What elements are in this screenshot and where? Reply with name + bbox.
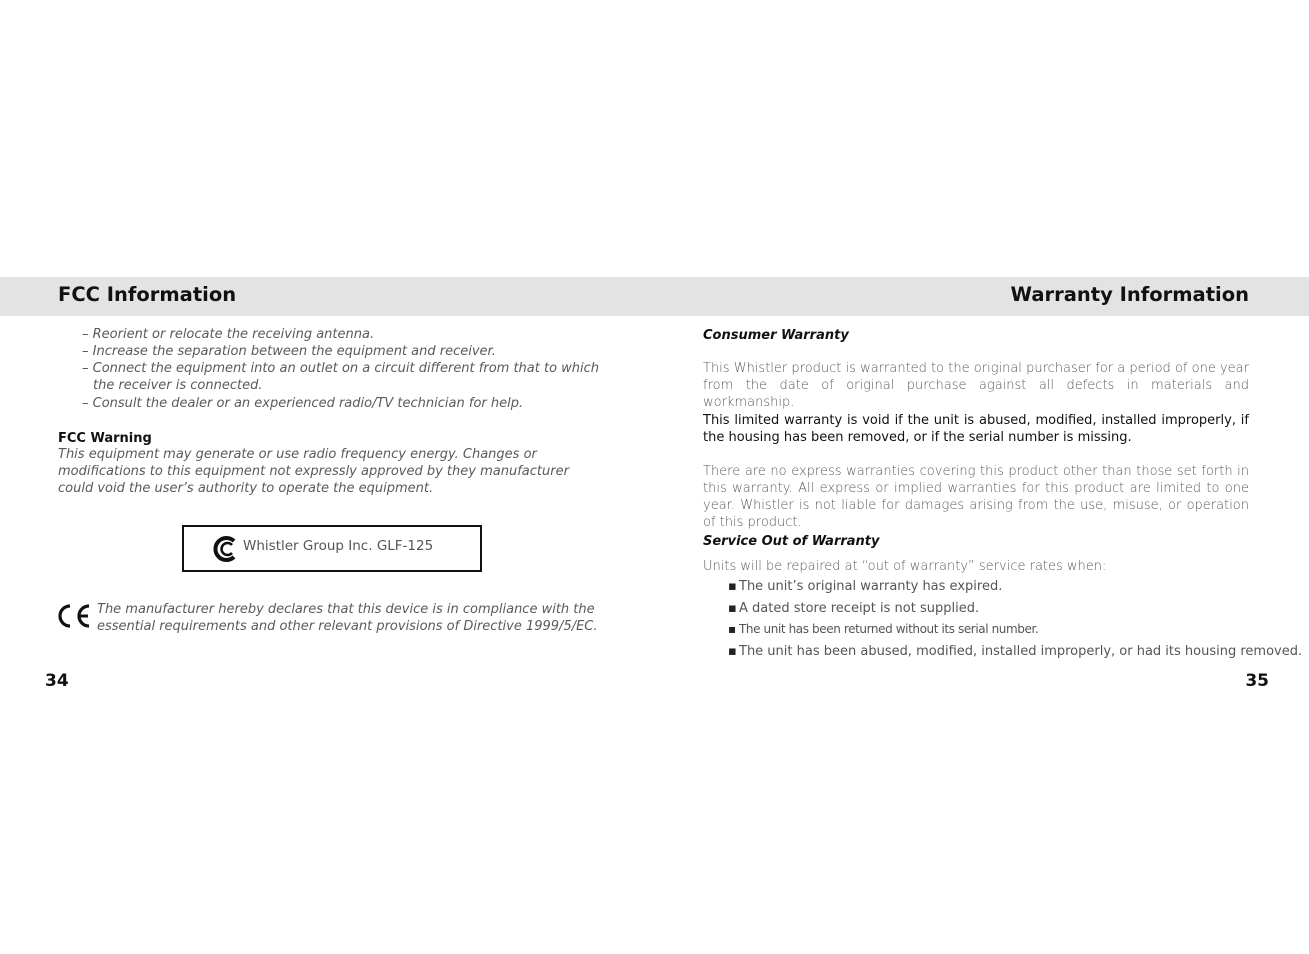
fcc-warning-title: FCC Warning <box>58 431 152 446</box>
list-item: – Connect the equipment into an outlet on a circuit different from that to which the receiver is connected. <box>82 361 600 393</box>
service-out-of-warranty-title: Service Out of Warranty <box>703 534 880 549</box>
service-intro-text: Units will be repaired at “out of warranty” service rates when: <box>703 559 1107 574</box>
consumer-warranty-title: Consumer Warranty <box>703 328 849 343</box>
ce-mark-icon <box>56 603 92 629</box>
fcc-box-text: Whistler Group Inc. GLF-125 <box>243 538 434 554</box>
warranty-paragraph-1: This Whistler product is warranted to the original purchaser for a period of one year from the date of original purchase against all defects in materials and workmanship. <box>703 361 1249 410</box>
list-item: – Reorient or relocate the receiving antenna. <box>82 327 375 342</box>
bullet-icon: ▪ <box>728 622 736 636</box>
page-number-right: 35 <box>1245 671 1269 691</box>
list-item: – Increase the separation between the equipment and receiver. <box>82 344 496 359</box>
warranty-paragraph-2: This limited warranty is void if the unit is abused, modified, installed improperly, if the housing has been removed, or if the serial number is missing. <box>703 413 1249 445</box>
fcc-compliance-box <box>182 525 482 572</box>
bullet-icon: ▪ <box>728 644 737 659</box>
warranty-information-heading: Warranty Information <box>1010 283 1249 306</box>
ce-declaration-text: The manufacturer hereby declares that this device is in compliance with the essential requirements and other relevant provisions of Directive 1999/5/EC. <box>97 602 598 634</box>
warranty-paragraph-3: There are no express warranties covering this product other than those set forth in this warranty. All express or implied warranties for this product are limited to one year. Whistler is not liable for damages arising from the use, misuse, or operation of this product. <box>703 464 1249 530</box>
fcc-information-heading: FCC Information <box>58 283 237 306</box>
list-item: – Consult the dealer or an experienced radio/TV technician for help. <box>82 396 524 411</box>
page-number-left: 34 <box>45 671 69 691</box>
list-item: ▪ A dated store receipt is not supplied. <box>728 601 980 616</box>
list-item: ▪ The unit has been returned without its serial number. <box>728 622 1039 636</box>
list-item: ▪ The unit has been abused, modified, installed improperly, or had its housing removed. <box>728 644 1303 659</box>
bullet-icon: ▪ <box>728 579 737 594</box>
fcc-logo-icon <box>188 529 236 567</box>
bullet-icon: ▪ <box>728 601 737 616</box>
fcc-warning-text: This equipment may generate or use radio frequency energy. Changes or modifications to this equipment not expressly approved by they manufacturer could void the user’s authority to operate the equipment. <box>58 447 569 496</box>
list-item: ▪ The unit’s original warranty has expired. <box>728 579 1003 594</box>
